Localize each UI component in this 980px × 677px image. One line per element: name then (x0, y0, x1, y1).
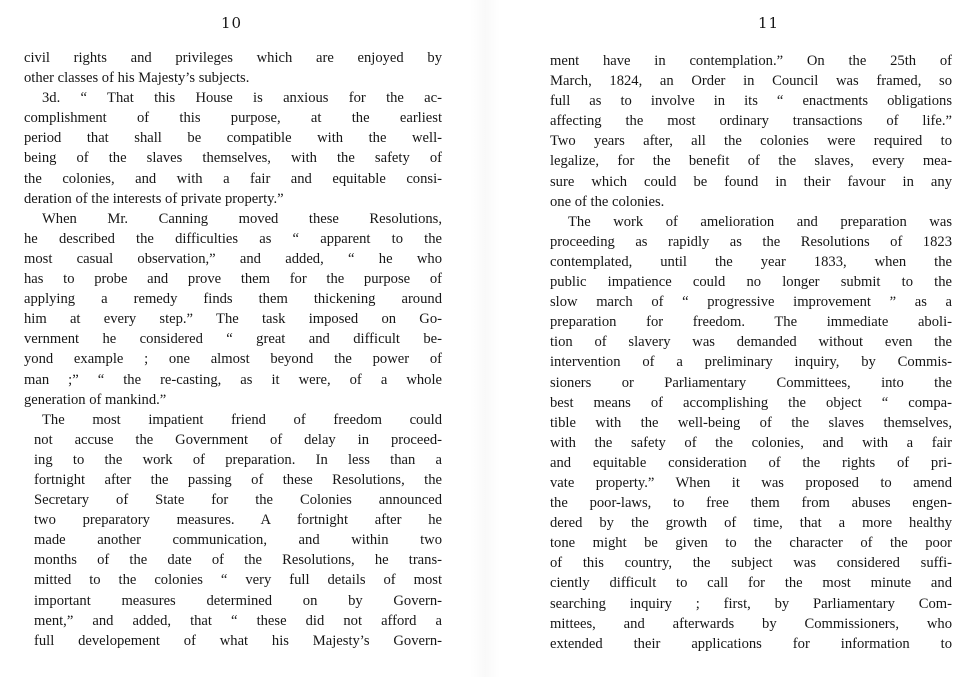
text-line: proceeding as rapidly as the Resolutions of 1823 (550, 233, 952, 250)
text-line: has to probe and prove them for the purpose of (24, 271, 442, 288)
text-line: ciently difficult to call for the most minute and (550, 575, 952, 592)
text-line: slow march of “ progressive improvement ” as a (550, 294, 952, 311)
text-line: best means of accomplishing the object “ compa- (550, 394, 952, 411)
text-line: other classes of his Majesty’s subjects. (24, 70, 250, 87)
left-page-number: 10 (221, 14, 243, 32)
text-line: man ;” “ the re-casting, as it were, of a whole (24, 371, 442, 388)
text-line: When Mr. Canning moved these Resolutions, (42, 210, 442, 227)
left-page (24, 0, 442, 677)
text-line: period that shall be compatible with the well- (24, 130, 442, 147)
right-page-number: 11 (758, 14, 780, 32)
text-line: Secretary of State for the Colonies announced (34, 492, 442, 509)
text-line: with the safety of the colonies, and with a fair (550, 434, 952, 451)
text-line: fortnight after the passing of these Resolutions, the (34, 471, 442, 488)
text-line: ment,” and added, that “ these did not afford a (34, 612, 442, 629)
text-line: two preparatory measures. A fortnight after he (34, 512, 442, 529)
text-line: contemplated, until the year 1833, when the (550, 253, 952, 270)
text-line: one of the colonies. (550, 193, 665, 210)
text-line: the colonies, and with a fair and equitable consi- (24, 170, 442, 187)
text-line: made another communication, and within two (34, 532, 442, 549)
text-line: sure which could be found in their favour in any (550, 173, 952, 190)
text-line: generation of mankind.” (24, 391, 167, 408)
text-line: tone might be given to the character of the poor (550, 535, 952, 552)
text-line: sioners or Parliamentary Committees, into the (550, 374, 952, 391)
text-line: months of the date of the Resolutions, he trans- (34, 552, 442, 569)
text-line: deration of the interests of private property.” (24, 190, 284, 207)
text-line: Two years after, all the colonies were required to (550, 133, 952, 150)
text-line: full developement of what his Majesty’s Govern- (34, 632, 442, 649)
right-page-text (550, 51, 952, 654)
text-line: civil rights and privileges which are enjoyed by (24, 50, 442, 66)
text-line: ment have in contemplation.” On the 25th of (550, 53, 952, 69)
text-line: being of the slaves themselves, with the safety of (24, 150, 442, 167)
text-line: preparation for freedom. The immediate aboli- (550, 314, 952, 331)
text-line: searching inquiry ; first, by Parliamentary Com- (550, 595, 952, 612)
text-line: most casual observation,” and added, “ he who (24, 250, 442, 267)
text-line: vernment he considered “ great and difficult be- (24, 331, 442, 348)
text-line: he described the difficulties as “ apparent to the (24, 230, 442, 247)
text-line: intervention of a preliminary inquiry, by Commis- (550, 354, 952, 371)
text-line: tion of slavery was demanded without even the (550, 334, 952, 351)
text-line: mittees, and afterwards by Commissioners, who (550, 615, 952, 632)
text-line: of this country, the subject was considered suffi- (550, 555, 952, 572)
text-line: tible with the well-being of the slaves themselves, (550, 414, 952, 431)
text-line: vate property.” When it was proposed to amend (550, 474, 952, 491)
text-line: and equitable consideration of the rights of pri- (550, 454, 952, 471)
text-line: 3d. “ That this House is anxious for the ac- (42, 90, 442, 107)
text-line: ing to the work of preparation. In less than a (34, 451, 442, 468)
text-line: not accuse the Government of delay in proceed- (34, 431, 442, 448)
text-line: important measures determined on by Govern- (34, 592, 442, 609)
text-line: applying a remedy finds them thickening around (24, 291, 442, 308)
text-line: The work of amelioration and preparation was (568, 213, 952, 230)
text-line: March, 1824, an Order in Council was framed, so (550, 73, 952, 90)
text-line: complishment of this purpose, at the earliest (24, 110, 442, 127)
text-line: extended their applications for information to (550, 635, 952, 652)
text-line: yond example ; one almost beyond the power of (24, 351, 442, 368)
text-line: full as to involve in its “ enactments obligations (550, 93, 952, 110)
right-page (550, 0, 952, 677)
text-line: legalize, for the benefit of the slaves, every mea- (550, 153, 952, 170)
text-line: him at every step.” The task imposed on Go- (24, 311, 442, 328)
text-line: affecting the most ordinary transactions of life.” (550, 113, 952, 130)
text-line: mitted to the colonies “ very full details of most (34, 572, 442, 589)
text-line: public impatience could no longer submit to the (550, 274, 952, 291)
text-line: The most impatient friend of freedom could (42, 411, 442, 428)
left-page-text (24, 48, 442, 651)
text-line: the poor-laws, to free them from abuses engen- (550, 495, 952, 512)
page-gutter (470, 0, 500, 677)
text-line: dered by the growth of time, that a more healthy (550, 515, 952, 532)
